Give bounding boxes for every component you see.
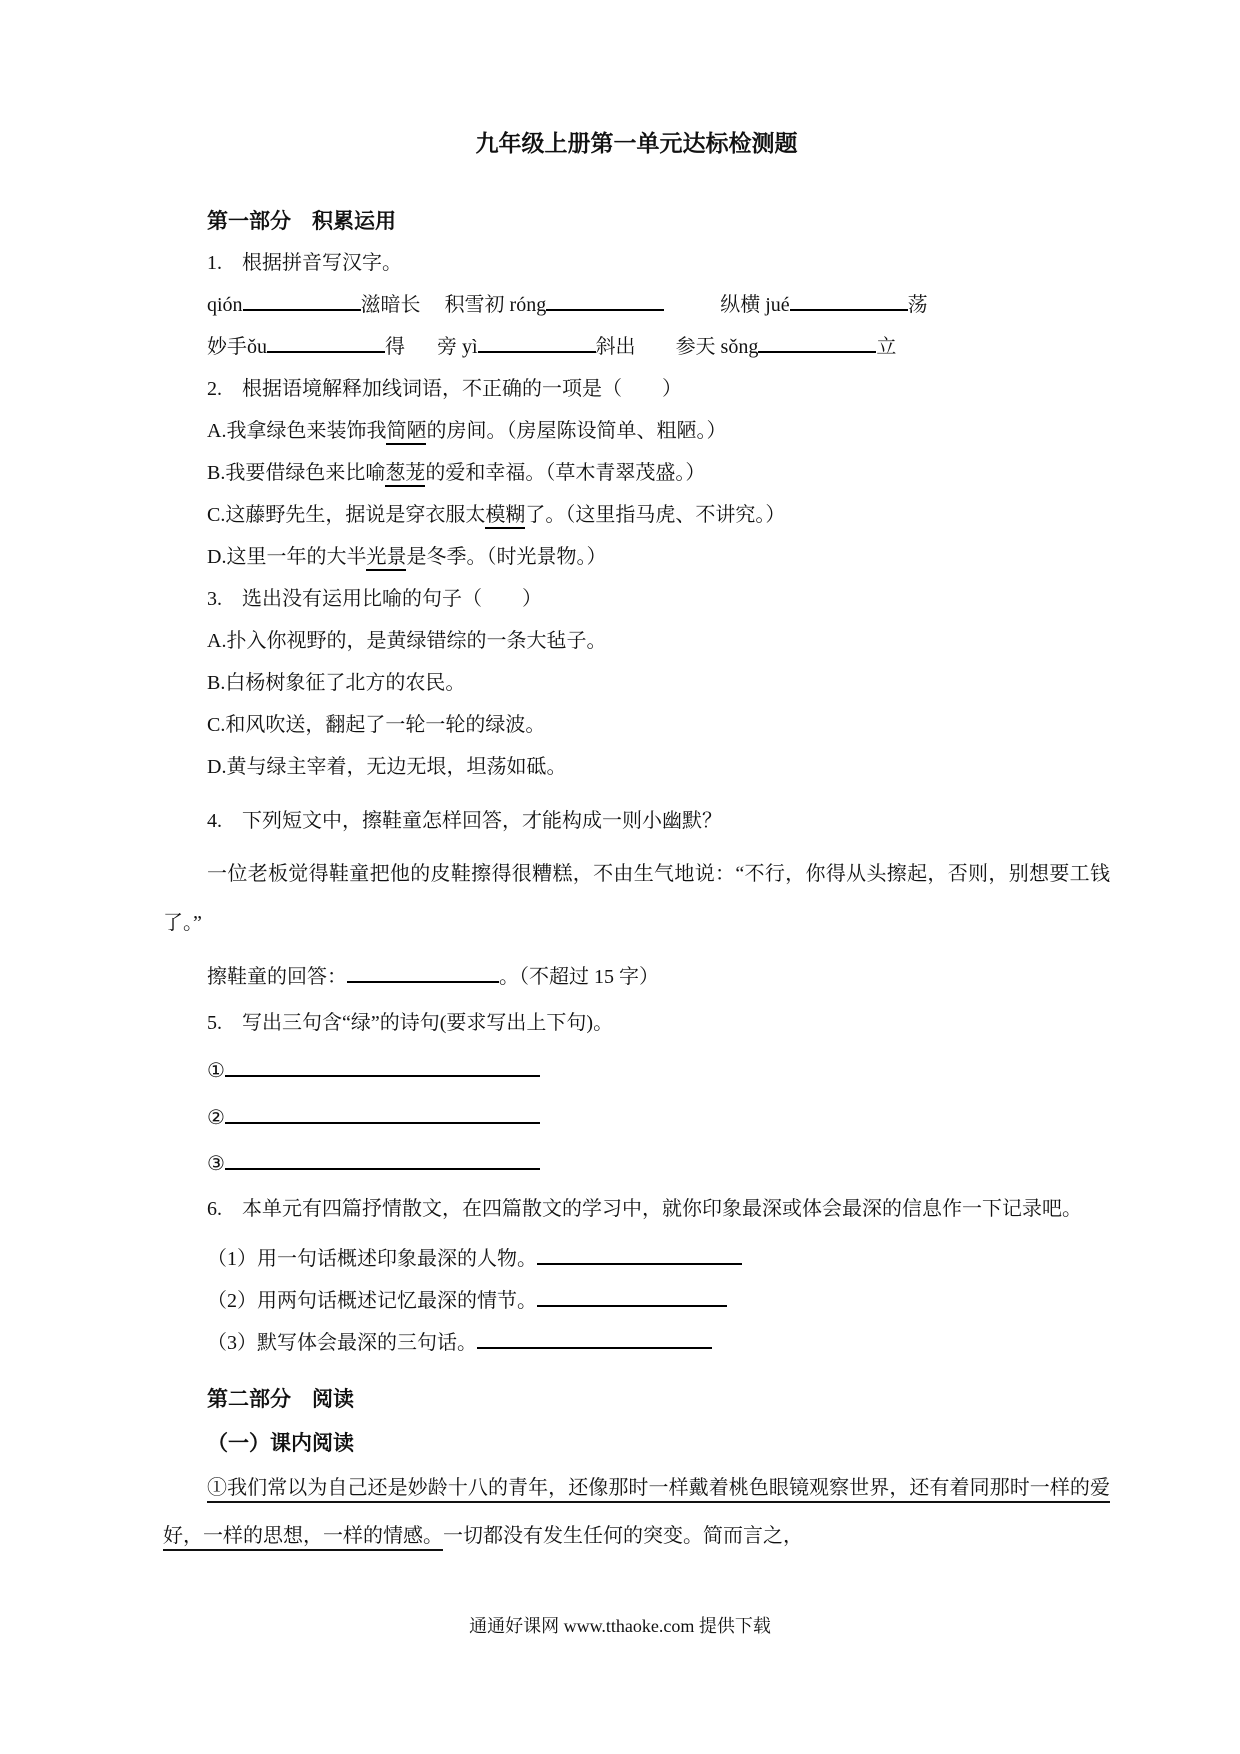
- fill-blank: [225, 1053, 540, 1077]
- question-3-option-d: D.黄与绿主宰着，无边无垠，坦荡如砥。: [207, 756, 567, 778]
- pinyin-row-2: [163, 326, 1110, 368]
- pinyin-text: 立: [876, 336, 897, 358]
- fill-blank: [477, 1325, 712, 1349]
- question-2-option-b: [163, 452, 1110, 494]
- answer-label: 擦鞋童的回答：: [207, 966, 347, 988]
- question-4-answer-line: [163, 956, 1110, 998]
- circled-number: ①: [207, 1060, 225, 1082]
- question-4-stem: 4. 下列短文中，擦鞋童怎样回答，才能构成一则小幽默？: [207, 810, 722, 832]
- question-2-stem: 2. 根据语境解释加线词语，不正确的一项是（ ）: [207, 378, 682, 400]
- pinyin-text: 得: [385, 336, 405, 358]
- fill-blank: [478, 329, 596, 353]
- fill-blank: [267, 329, 385, 353]
- sub-question-text: （1）用一句话概述印象最深的人物。: [207, 1248, 537, 1270]
- pinyin-text: 斜出: [595, 336, 636, 358]
- pinyin-text: 纵横 jué: [720, 294, 790, 316]
- option-text: 的爱和幸福。（草木青翠茂盛。）: [425, 462, 706, 484]
- document-title: 九年级上册第一单元达标检测题: [475, 131, 798, 156]
- sub-question-text: （2）用两句话概述记忆最深的情节。: [207, 1290, 537, 1312]
- underlined-word: 模糊: [485, 504, 525, 529]
- section-heading-part2: 第二部分 阅读: [207, 1387, 354, 1411]
- pinyin-text: 旁 yì: [437, 336, 478, 358]
- option-text: 的房间。（房屋陈设简单、粗陋。）: [426, 420, 727, 442]
- question-5-blank-3: [163, 1143, 1110, 1185]
- fill-blank: [537, 1283, 727, 1307]
- question-2-option-c: [163, 494, 1110, 536]
- fill-blank: [546, 287, 664, 311]
- sub-question-text: （3）默写体会最深的三句话。: [207, 1332, 477, 1354]
- option-text: 了。（这里指马虎、不讲究。）: [525, 504, 786, 526]
- pinyin-row-1: [163, 284, 1110, 326]
- question-1-stem: 1. 根据拼音写汉字。: [207, 252, 402, 274]
- fill-blank: [758, 329, 876, 353]
- question-6-sub-1: [163, 1238, 1110, 1280]
- question-3-option-a: A.扑入你视野的，是黄绿错综的一条大毡子。: [207, 630, 607, 652]
- answer-suffix: 。（不超过 15 字）: [499, 966, 659, 988]
- option-text: B.我要借绿色来比喻: [207, 462, 386, 484]
- question-4-story: 一位老板觉得鞋童把他的皮鞋擦得很糟糕，不由生气地说：“不行，你得从头擦起，否则，别想要工钱了。”: [163, 863, 1110, 934]
- question-6-sub-2: [163, 1280, 1110, 1322]
- question-6-stem: 6. 本单元有四篇抒情散文，在四篇散文的学习中，就你印象最深或体会最深的信息作一下记录吧。: [207, 1198, 1082, 1220]
- page-footer: 通通好课网 www.tthaoke.com 提供下载: [469, 1616, 771, 1636]
- question-5-stem: 5. 写出三句含“绿”的诗句(要求写出上下句)。: [207, 1012, 614, 1034]
- pinyin-text: 荡: [907, 294, 928, 316]
- question-3-option-c: C.和风吹送，翻起了一轮一轮的绿波。: [207, 714, 546, 736]
- pinyin-text: qión: [207, 294, 243, 316]
- circled-number: ③: [207, 1153, 225, 1175]
- option-text: D.这里一年的大半: [207, 546, 367, 568]
- passage-text: 一切都没有发生任何的突变。简而言之，: [443, 1525, 803, 1547]
- pinyin-text: 妙手ǒu: [207, 336, 267, 358]
- circled-number: ②: [207, 1107, 225, 1129]
- question-5-blank-2: [163, 1097, 1110, 1139]
- option-text: 是冬季。（时光景物。）: [406, 546, 607, 568]
- underlined-passage-text: ①我们常以为自己还是妙龄十八的青年，还像那时一样戴着桃色眼镜观察世界，还有着同那时一样的爱好，一样的思想，一样的情感。: [163, 1477, 1110, 1547]
- pinyin-text: 滋暗长: [360, 294, 421, 316]
- pinyin-text: 参天 sǒng: [675, 336, 759, 358]
- underlined-word: 葱茏: [385, 462, 425, 487]
- question-3-option-b: B.白杨树象征了北方的农民。: [207, 672, 466, 694]
- fill-blank: [225, 1146, 540, 1170]
- reading-passage: [163, 1464, 1110, 1560]
- fill-blank: [347, 959, 499, 983]
- underlined-word: 光景: [366, 546, 406, 571]
- fill-blank: [243, 287, 361, 311]
- question-2-option-d: [163, 536, 1110, 578]
- pinyin-text: 积雪初 róng: [444, 294, 547, 316]
- option-text: A.我拿绿色来装饰我: [207, 420, 387, 442]
- fill-blank: [537, 1241, 742, 1265]
- fill-blank: [225, 1100, 540, 1124]
- question-3-stem: 3. 选出没有运用比喻的句子（ ）: [207, 588, 542, 610]
- question-6-sub-3: [163, 1322, 1110, 1364]
- underlined-word: 简陋: [386, 420, 426, 445]
- subsection-heading-reading: （一）课内阅读: [207, 1431, 354, 1455]
- fill-blank: [790, 287, 908, 311]
- question-2-option-a: [163, 410, 1110, 452]
- question-5-blank-1: [163, 1050, 1110, 1092]
- section-heading-part1: 第一部分 积累运用: [207, 209, 396, 233]
- option-text: C.这藤野先生，据说是穿衣服太: [207, 504, 486, 526]
